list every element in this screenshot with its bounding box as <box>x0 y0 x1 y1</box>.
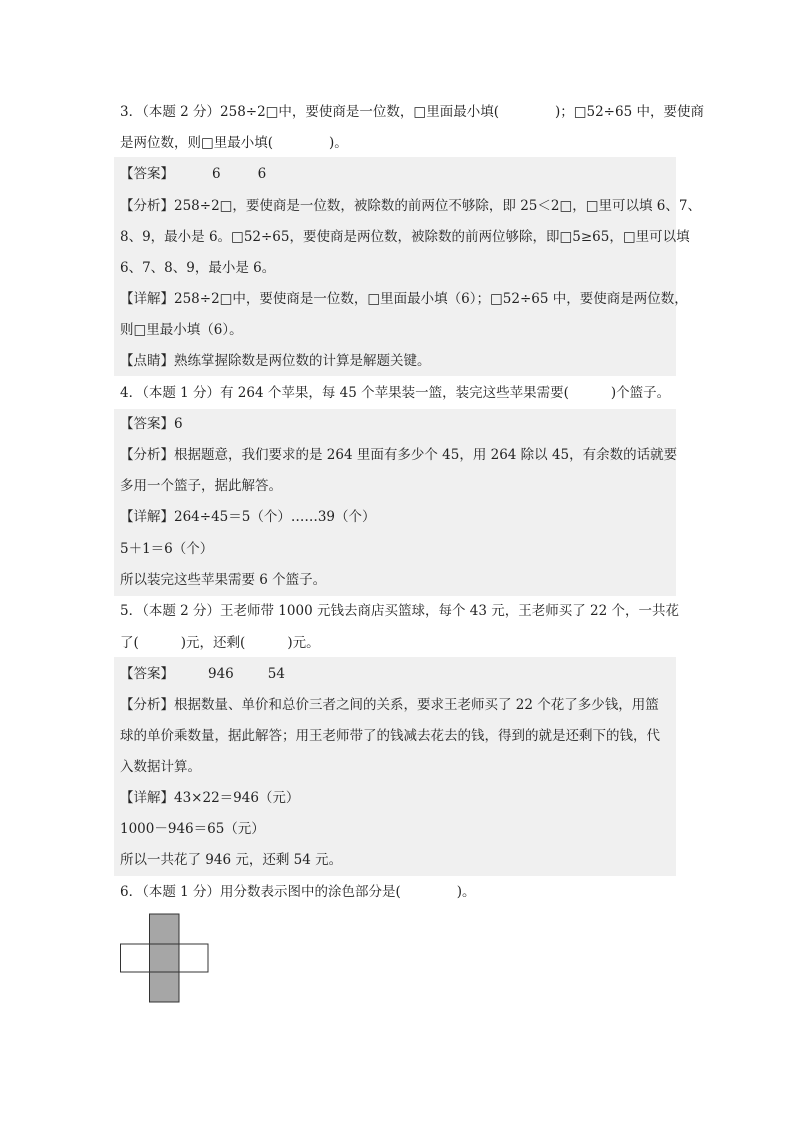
q5-detail-line-3: 所以一共花了 946 元，还剩 54 元。 <box>120 852 343 868</box>
q3-text-c: 是两位数，则□里最小填( <box>120 135 274 151</box>
q5-text-a: 了( <box>120 635 139 651</box>
q3-detail-line-1: 【详解】258÷2□中，要使商是一位数，□里面最小填（6）；□52÷65 中，要使商是两位数， <box>120 291 688 307</box>
q5-answer-line <box>120 664 285 684</box>
q3-text-d: )。 <box>329 135 348 151</box>
shaded-cross-figure <box>120 913 210 1005</box>
q3-answer-1: 6 <box>212 166 221 182</box>
q3-question-line-2 <box>120 133 348 153</box>
q3-analysis-line-1: 【分析】258÷2□，要使商是一位数，被除数的前两位不够除，即 25＜2□，□里可以填 6、7、 <box>120 198 701 214</box>
q5-answer-1: 946 <box>208 666 234 682</box>
q5-analysis-line-3: 入数据计算。 <box>120 759 201 775</box>
q3-analysis-line-3: 6、7、8、9，最小是 6。 <box>120 260 276 276</box>
figure-right-square <box>179 944 208 972</box>
q4-detail-line-3: 所以装完这些苹果需要 6 个篮子。 <box>120 572 327 588</box>
q3-question-line-1 <box>120 102 704 122</box>
q4-detail-line-1: 【详解】264÷45＝5（个）……39（个） <box>120 509 376 525</box>
q3-analysis-line-2: 8、9，最小是 6。□52÷65，要使商是两位数，被除数的前两位够除，即□5≥65，□里可以填 <box>120 229 690 245</box>
q4-question-line <box>120 383 670 403</box>
q4-answer-block <box>114 409 676 596</box>
q4-text-a: 4．（本题 1 分）有 264 个苹果，每 45 个苹果装一篮，装完这些苹果需要( <box>120 385 569 401</box>
figure-shaded-top <box>150 914 180 944</box>
q4-text-b: )个篮子。 <box>610 385 671 401</box>
q6-text-a: 6．（本题 1 分）用分数表示图中的涂色部分是( <box>120 884 401 900</box>
q6-text-b: )。 <box>456 884 476 900</box>
q3-tip-line: 【点睛】熟练掌握除数是两位数的计算是解题关键。 <box>120 353 431 369</box>
q3-answer-2: 6 <box>257 166 267 182</box>
q5-detail-line-1: 【详解】43×22＝946（元） <box>120 790 300 806</box>
figure-left-square <box>121 944 150 972</box>
q5-text-b: )元，还剩( <box>180 635 246 651</box>
q4-detail-line-2: 5＋1＝6（个） <box>120 541 214 557</box>
q5-text-c: )元。 <box>287 635 320 651</box>
q3-detail-line-2: 则□里最小填（6）。 <box>120 322 243 338</box>
q3-answer-label: 【答案】 <box>120 166 174 182</box>
figure-shaded-middle <box>150 944 180 972</box>
q4-analysis-line-2: 多用一个篮子，据此解答。 <box>120 478 282 494</box>
figure-shaded-bottom <box>150 972 180 1002</box>
q5-answer-label: 【答案】 <box>120 666 174 682</box>
q3-answer-line <box>120 164 266 184</box>
q5-detail-line-2: 1000－946＝65（元） <box>120 821 265 837</box>
q5-question-line-1: 5．（本题 2 分）王老师带 1000 元钱去商店买篮球，每个 43 元，王老师买了 22 个，一共花 <box>120 603 679 619</box>
q5-question-line-2 <box>120 633 320 653</box>
q4-answer-line: 【答案】6 <box>120 416 183 432</box>
q4-analysis-line-1: 【分析】根据题意，我们要求的是 264 里面有多少个 45，用 264 除以 45，有余数的话就要 <box>120 447 678 463</box>
q3-text-a: 3．（本题 2 分）258÷2□中，要使商是一位数，□里面最小填( <box>120 104 499 120</box>
q5-analysis-line-1: 【分析】根据数量、单价和总价三者之间的关系，要求王老师买了 22 个花了多少钱，用篮 <box>120 697 659 713</box>
q5-analysis-line-2: 球的单价乘数量，据此解答；用王老师带了的钱减去花去的钱，得到的就是还剩下的钱，代 <box>120 728 660 744</box>
q6-question-line <box>120 882 476 902</box>
q3-text-b: )；□52÷65 中，要使商 <box>554 104 704 120</box>
q5-answer-2: 54 <box>267 666 285 682</box>
